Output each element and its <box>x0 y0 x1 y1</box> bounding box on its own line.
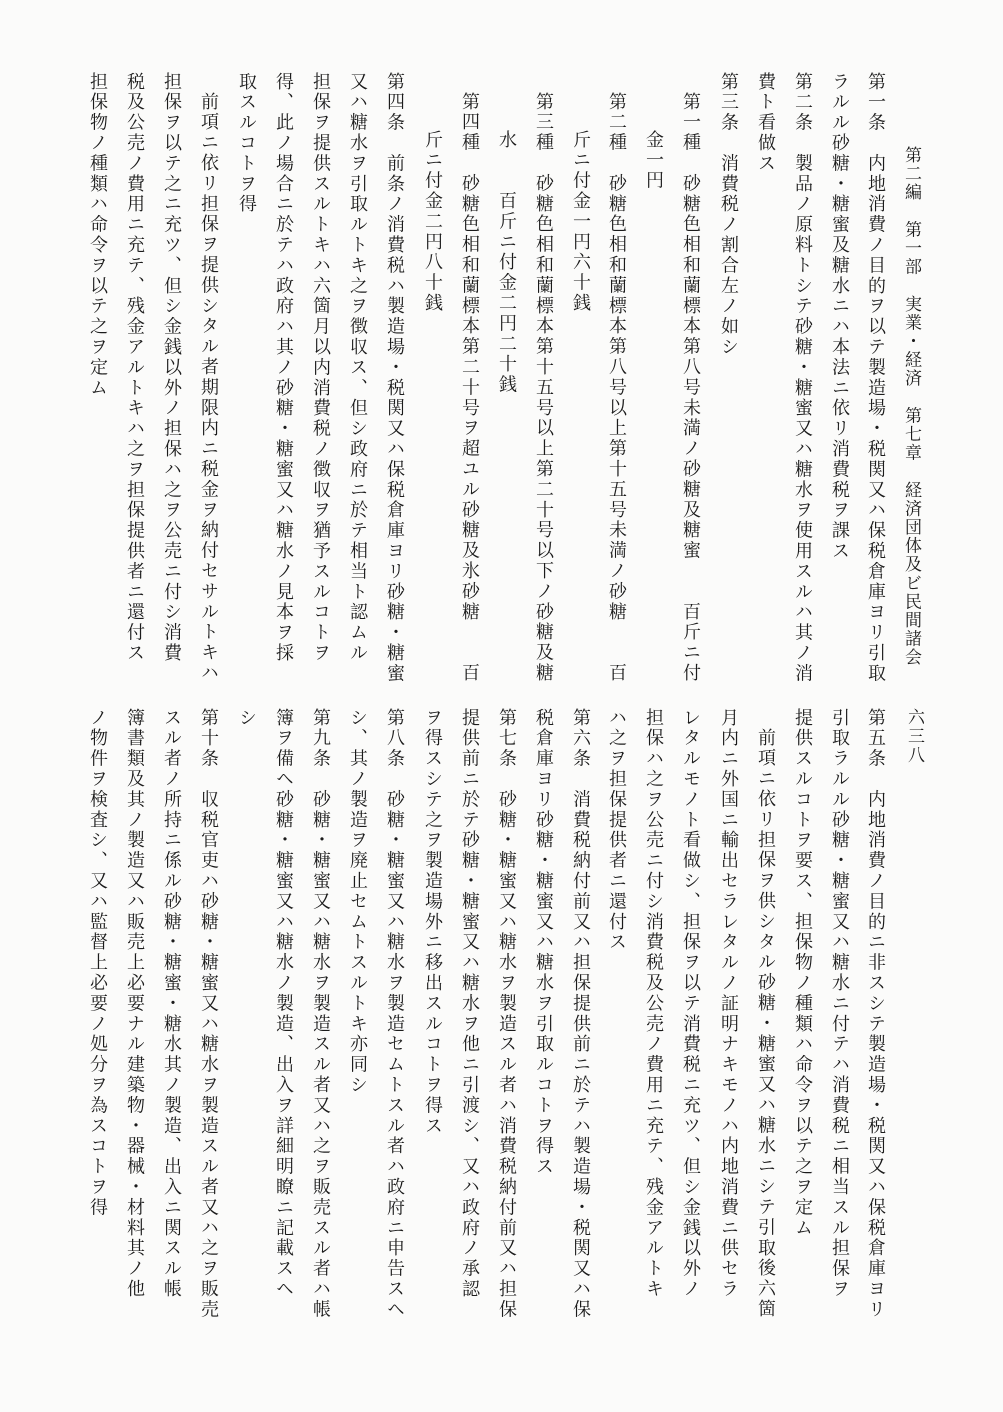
upper-text-line: 第三種 砂糖色相和蘭標本第十五号以上第二十号以下ノ砂糖及糖 <box>533 92 554 684</box>
upper-text-line: 税及公売ノ費用ニ充テ、残金アルトキハ之ヲ担保提供者ニ還付ス <box>124 72 145 664</box>
upper-text-line: 第四条 前条ノ消費税ハ製造場・税関又ハ保税倉庫ヨリ砂糖・糖蜜 <box>384 72 405 684</box>
lower-text-line: 第十条 収税官吏ハ砂糖・糖蜜又ハ糖水ヲ製造スル者又ハ之ヲ販売 <box>198 708 219 1320</box>
lower-text-line: 第八条 砂糖・糖蜜又ハ糖水ヲ製造セムトスル者ハ政府ニ申告スヘ <box>384 708 405 1320</box>
lower-text-line: 担保ハ之ヲ公売ニ付シ消費税及公売ノ費用ニ充テ、残金アルトキ <box>643 708 664 1300</box>
lower-text-line: ノ物件ヲ検査シ、又ハ監督上必要ノ処分ヲ為スコトヲ得 <box>87 708 108 1218</box>
lower-text-line: ハ之ヲ担保提供者ニ還付ス <box>606 708 627 953</box>
upper-text-line: ラルル砂糖・糖蜜及糖水ニハ本法ニ依リ消費税ヲ課ス <box>829 72 850 562</box>
running-header: 第二編 第一部 実業・経済 第七章 経済団体及ビ民間諸会 <box>901 146 921 667</box>
upper-text-line: 第一種 砂糖色相和蘭標本第八号未満ノ砂糖及糖蜜 百斤ニ付 <box>680 92 701 684</box>
lower-text-line: 提供スルコトヲ要ス、担保物ノ種類ハ命令ヲ以テ之ヲ定ム <box>792 708 813 1239</box>
upper-text-line: 取スルコトヲ得 <box>236 72 257 215</box>
lower-text-line: 月内ニ外国ニ輸出セラレタルノ証明ナキモノハ内地消費ニ供セラ <box>718 708 739 1300</box>
upper-text-line: 第三条 消費税ノ割合左ノ如シ <box>718 72 739 358</box>
upper-text-line: 第二種 砂糖色相和蘭標本第八号以上第十五号未満ノ砂糖 百 <box>606 92 627 684</box>
upper-text-line: 斤ニ付金二円八十銭 <box>422 130 443 314</box>
upper-text-line: 担保ヲ提供スルトキハ六箇月以内消費税ノ徴収ヲ猶予スルコトヲ <box>310 72 331 664</box>
upper-text-line: 又ハ糖水ヲ引取ルトキ之ヲ徴収ス、但シ政府ニ於テ相当ト認ムル <box>347 72 368 664</box>
lower-text-line: 第五条 内地消費ノ目的ニ非スシテ製造場・税関又ハ保税倉庫ヨリ <box>865 708 886 1320</box>
upper-text-line: 水 百斤ニ付金二円二十銭 <box>496 130 517 396</box>
lower-text-line: スル者ノ所持ニ係ル砂糖・糖蜜・糖水其ノ製造、出入ニ関スル帳 <box>161 708 182 1300</box>
lower-text-line: 第七条 砂糖・糖蜜又ハ糖水ヲ製造スル者ハ消費税納付前又ハ担保 <box>496 708 517 1320</box>
lower-text-line: 第九条 砂糖・糖蜜又ハ糖水ヲ製造スル者又ハ之ヲ販売スル者ハ帳 <box>310 708 331 1320</box>
upper-text-line: 得、此ノ場合ニ於テハ政府ハ其ノ砂糖・糖蜜又ハ糖水ノ見本ヲ採 <box>273 72 294 664</box>
lower-text-line: 簿書類及其ノ製造又ハ販売上必要ナル建築物・器械・材料其ノ他 <box>124 708 145 1300</box>
upper-text-line: 第一条 内地消費ノ目的ヲ以テ製造場・税関又ハ保税倉庫ヨリ引取 <box>865 72 886 684</box>
upper-text-line: 第四種 砂糖色相和蘭標本第二十号ヲ超ユル砂糖及氷砂糖 百 <box>459 92 480 684</box>
lower-text-line: 前項ニ依リ担保ヲ供シタル砂糖・糖蜜又ハ糖水ニシテ引取後六箇 <box>755 728 776 1320</box>
lower-text-line: レタルモノト看做シ、担保ヲ以テ消費税ニ充ツ、但シ金銭以外ノ <box>680 708 701 1300</box>
lower-text-line: 簿ヲ備ヘ砂糖・糖蜜又ハ糖水ノ製造、出入ヲ詳細明瞭ニ記載スヘ <box>273 708 294 1300</box>
upper-text-line: 斤ニ付金一円六十銭 <box>570 130 591 314</box>
lower-text-line: 第六条 消費税納付前又ハ担保提供前ニ於テハ製造場・税関又ハ保 <box>570 708 591 1320</box>
lower-text-line: 引取ラルル砂糖・糖蜜又ハ糖水ニ付テハ消費税ニ相当スル担保ヲ <box>829 708 850 1300</box>
lower-text-line: シ、其ノ製造ヲ廃止セムトスルトキ亦同シ <box>347 708 368 1096</box>
lower-text-line: 提供前ニ於テ砂糖・糖蜜又ハ糖水ヲ他ニ引渡シ、又ハ政府ノ承認 <box>459 708 480 1300</box>
page-number: 六三八 <box>904 708 924 765</box>
lower-text-line: ヲ得スシテ之ヲ製造場外ニ移出スルコトヲ得ス <box>422 708 443 1137</box>
upper-text-line: 前項ニ依リ担保ヲ提供シタル者期限内ニ税金ヲ納付セサルトキハ <box>198 92 219 684</box>
lower-text-line: 税倉庫ヨリ砂糖・糖蜜又ハ糖水ヲ引取ルコトヲ得ス <box>533 708 554 1178</box>
upper-text-line: 費ト看做ス <box>755 72 776 174</box>
lower-text-line: シ <box>236 708 257 729</box>
upper-text-line: 第二条 製品ノ原料トシテ砂糖・糖蜜又ハ糖水ヲ使用スルハ其ノ消 <box>792 72 813 684</box>
upper-text-line: 担保ヲ以テ之ニ充ツ、但シ金銭以外ノ担保ハ之ヲ公売ニ付シ消費 <box>161 72 182 664</box>
upper-text-line: 金一円 <box>643 130 664 192</box>
upper-text-line: 担保物ノ種類ハ命令ヲ以テ之ヲ定ム <box>87 72 108 399</box>
